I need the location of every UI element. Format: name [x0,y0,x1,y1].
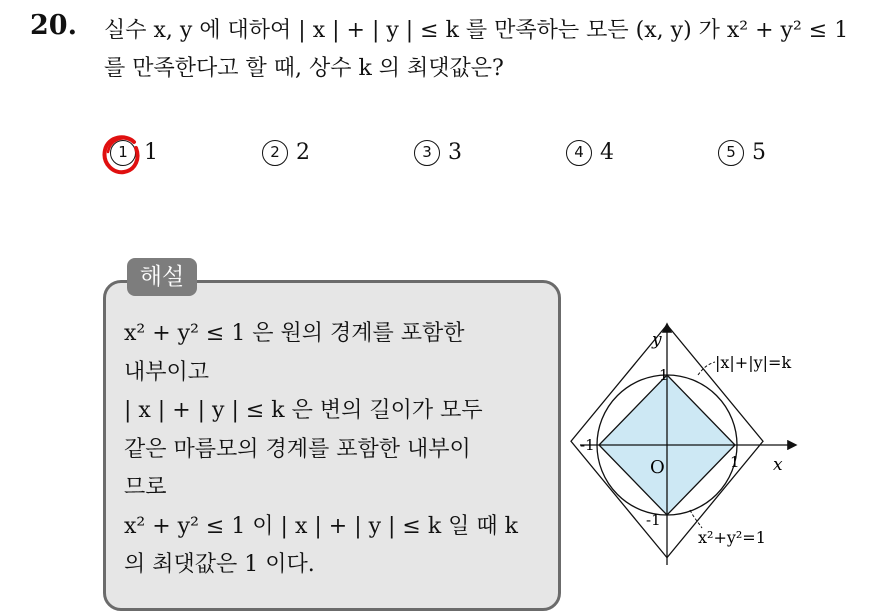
choice-2-symbol: 2 [262,140,288,166]
tick-y-pos: 1 [659,366,669,384]
solution-label: 해설 [127,258,197,296]
question-text [104,12,874,88]
choice-2-value: 2 [296,140,310,165]
choice-5-symbol: 5 [718,140,744,166]
solution-line-2: 내부이고 [124,359,210,385]
question-line-1: 실수 x, y 에 대하여 | x | + | y | ≤ k 를 만족하는 모든 (x, y) 가 x² + y² ≤ 1 [104,18,849,43]
solution-text [124,315,554,585]
choice-1-symbol: 1 [110,140,136,166]
choice-3[interactable] [414,140,462,166]
rhombus-label: |x|+|y|=k [715,353,792,372]
origin-label: O [650,457,665,478]
tick-x-neg: -1 [580,436,595,454]
circle-leader [690,510,702,528]
tick-x-pos: 1 [730,453,740,471]
question-line-2: 를 만족한다고 할 때, 상수 k 의 최댓값은? [104,56,504,81]
choice-4-value: 4 [600,140,614,165]
graph-figure [570,320,870,565]
solution-line-5: 므로 [124,475,167,500]
tick-y-neg: -1 [646,511,661,529]
solution-line-3: | x | + | y | ≤ k 은 변의 길이가 모두 [124,398,483,423]
y-axis-label: y [652,330,662,350]
choice-2[interactable] [262,140,310,166]
solution-line-7: 의 최댓값은 1 이다. [124,552,315,577]
choice-3-symbol: 3 [414,140,440,166]
choice-5-value: 5 [752,140,766,165]
choice-3-value: 3 [448,140,462,165]
selected-answer-circle-mark [100,132,144,178]
question-number: 20. [30,10,77,41]
solution-line-1: x² + y² ≤ 1 은 원의 경계를 포함한 [124,321,465,346]
circle-label: x²+y²=1 [698,528,766,547]
choice-4-symbol: 4 [566,140,592,166]
choice-5[interactable] [718,140,766,166]
choice-4[interactable] [566,140,614,166]
solution-line-4: 같은 마름모의 경계를 포함한 내부이 [124,436,471,462]
solution-line-6: x² + y² ≤ 1 이 | x | + | y | ≤ k 일 때 k [124,513,518,539]
choice-1-value: 1 [144,140,158,165]
x-axis-label: x [773,455,783,475]
